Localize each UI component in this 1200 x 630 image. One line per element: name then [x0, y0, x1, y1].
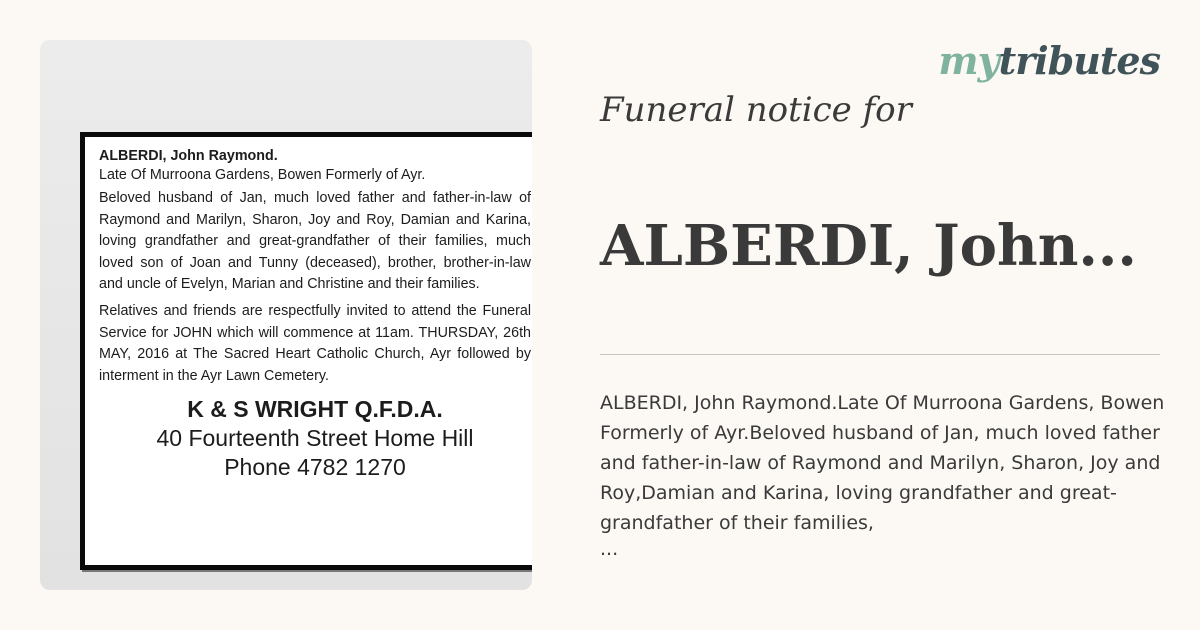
- notice-excerpt: ALBERDI, John Raymond.Late Of Murroona Gardens, Bowen Formerly of Ayr.Beloved husband of Jan, much loved father and father-in-law of Raymond and Marilyn, Sharon, Joy and Roy,Damian and Karina, loving grandfather and great-grandfather of their families,: [600, 392, 1165, 534]
- page-subtitle: Funeral notice for: [600, 90, 912, 130]
- notice-service-text: Relatives and friends are respectfully invited to attend the Funeral Service for JOHN which will commence at 11am. THURSDAY, 26th MAY, 2016 at The Sacred Heart Catholic Church, Ayr followed by interment in the Ayr Lawn Cemetery.: [99, 302, 531, 384]
- logo-tributes: tributes: [998, 38, 1160, 83]
- notice-family-text: Beloved husband of Jan, much loved father and father-in-law of Raymond and Marilyn, Sharon, Joy and Roy, Damian and Karina, loving grandfather and great-grandfather of their families, much loved son of Joan and Tunny (deceased), brother, brother-in-law and uncle of Evelyn, Marian and Christine and their families.: [99, 190, 531, 293]
- funeral-notice-clipping: [80, 132, 532, 570]
- deceased-name-title: ALBERDI, John...: [600, 213, 1137, 279]
- funeral-director-name: K & S WRIGHT Q.F.D.A.: [187, 396, 443, 423]
- notice-image-card: [40, 40, 532, 590]
- excerpt-ellipsis: ...: [600, 538, 619, 560]
- notice-residence: Late Of Murroona Gardens, Bowen Formerly of Ayr.: [99, 167, 426, 183]
- funeral-director-block: [99, 395, 531, 482]
- funeral-director-phone: Phone 4782 1270: [224, 454, 406, 481]
- logo-my: my: [938, 38, 999, 83]
- notice-name: ALBERDI, John Raymond.: [99, 148, 278, 164]
- mytributes-logo: [938, 38, 1160, 83]
- divider: [600, 354, 1160, 355]
- funeral-director-address: 40 Fourteenth Street Home Hill: [156, 425, 474, 452]
